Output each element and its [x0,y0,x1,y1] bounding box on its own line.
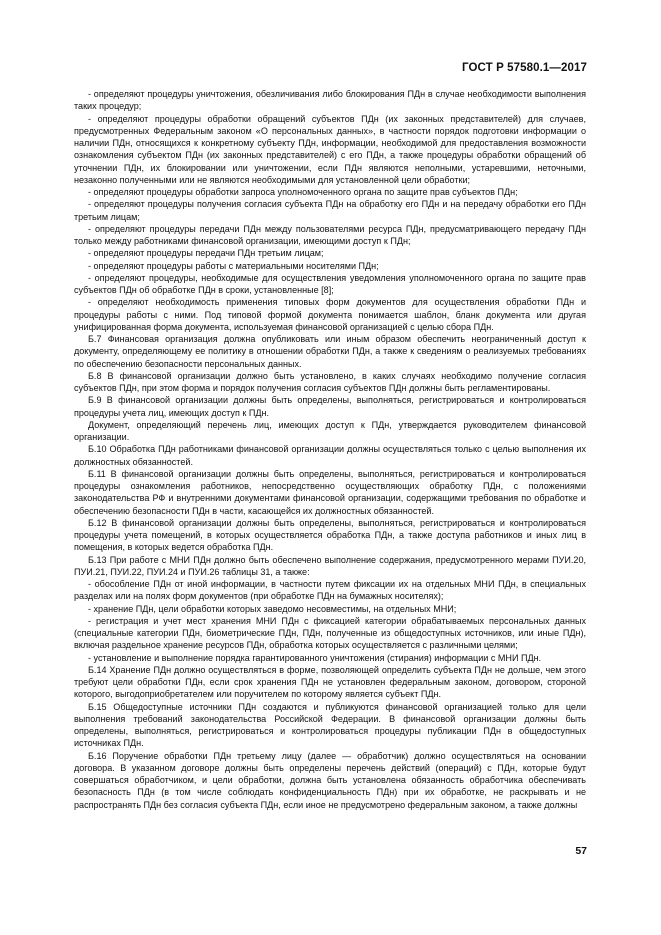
paragraph: - определяют процедуры обработки запроса уполномоченного органа по защите прав субъектов ПДн; [88,187,518,197]
paragraph: - определяют процедуры получения согласия субъекта ПДн на обработку его ПДн и на передачу обработки его ПДн третьим лицам; [74,199,586,222]
document-code: ГОСТ Р 57580.1—2017 [462,62,587,74]
paragraph: Б.12 В финансовой организации должны быть определены, выполняться, регистрироваться и контролироваться процедуры учета помещений, в которых осуществляется обработка ПДн, а также доступа работников и иных лиц в помещения, в которых ведется обработка ПДн. [74,517,586,553]
page-number: 57 [575,845,587,857]
paragraph: Б.15 Общедоступные источники ПДн создаются и публикуются финансовой организацией только для цели выполнения требований законодательства Российской Федерации. В финансовой организации должны быть определены, выполняться, регистрироваться и контролироваться процедуры публикации ПДн в общедоступных источниках ПДн. [74,701,586,749]
paragraph: - регистрация и учет мест хранения МНИ ПДн с фиксацией категории обрабатываемых персональных данных (специальные категории ПДн, биометрические ПДн, ПДн, полученные из общедоступных источников, или иные ПДн), включая раздельное хранение ресурсов ПДн, обработка которых осуществляется с различными целями; [74,615,586,651]
paragraph: - определяют процедуры, необходимые для осуществления уведомления уполномоченного органа по защите прав субъектов ПДн об обработке ПДн в сроки, установленные [8]; [74,272,586,295]
paragraph: - определяют процедуры работы с материальными носителями ПДн; [88,260,379,271]
paragraph: Б.7 Финансовая организация должна опубликовать или иным образом обеспечить неограниченный доступ к документу, определяющему ее политику в отношении обработки ПДн, а также к сведениям о реализуемых требованиях по обеспечению безопасности персональных данных. [74,334,586,369]
paragraph: - хранение ПДн, цели обработки которых заведомо несовместимы, на отдельных МНИ; [88,603,457,614]
paragraph: - определяют процедуры передачи ПДн между пользователями ресурса ПДн, предусматривающего передачу ПДн только между работниками финансовой организации, имеющими доступ к ПДн; [74,223,586,246]
paragraph: - определяют процедуры передачи ПДн третьим лицам; [88,248,324,259]
paragraph: - определяют процедуры уничтожения, обезличивания либо блокирования ПДн в случае необходимости выполнения таких процедур; [74,89,586,112]
paragraph: - обособление ПДн от иной информации, в частности путем фиксации их на отдельных МНИ ПДн, в специальных разделах или на полях форм документов (при обработке ПДн на бумажных носителях); [74,579,586,602]
paragraph: Б.13 При работе с МНИ ПДн должно быть обеспечено выполнение содержания, предусмотренного мерами ПУИ.20, ПУИ.21, ПУИ.22, ПУИ.24 и ПУИ.26 таблицы 31, а также: [74,554,586,577]
paragraph: Б.9 В финансовой организации должны быть определены, выполняться, регистрироваться и контролироваться процедуры учета лиц, имеющих доступ к ПДн. [74,395,586,418]
paragraph: Б.14 Хранение ПДн должно осуществляться в форме, позволяющей определить субъекта ПДн не дольше, чем этого требуют цели обработки ПДн, если срок хранения ПДн не установлен федеральным законом, договором, стороной которого, выгодоприобретателем или поручителем по которому является субъект ПДн. [74,664,586,700]
paragraph: - определяют процедуры обработки обращений субъектов ПДн (их законных представителей) для случаев, предусмотренных Федеральным законом «О персональных данных», в частности порядок подготовки информации о наличии ПДн, относящихся к конкретному субъекту ПДн, информации, необходимой для предоставления возможности ознакомления субъектом ПДн (их законных представителей) с его ПДн, а также процедуры обработки обращений об уточнении ПДн, их блокировании или уничтожении, если ПДн являются неполными, устаревшими, неточными, незаконно полученными или не являются необходимыми для установленной цели обработки; [74,113,586,185]
paragraph: Б.16 Поручение обработки ПДн третьему лицу (далее — обработчик) должно осуществляться на основании договора. В указанном договоре должны быть определены перечень действий (операций) с ПДн, которые будут совершаться обработчиком, и цели обработки, должна быть установлена обязанность обработчика обеспечивать безопасность ПДн (в том числе соблюдать конфиденциальность ПДн) при их обработке, не раскрывать и не распространять ПДн без согласия субъекта ПДн, если иное не предусмотрено федеральным законом, а также должны [74,750,586,810]
paragraph: - установление и выполнение порядка гарантированного уничтожения (стирания) информации с МНИ ПДн. [88,652,542,663]
paragraph: Б.10 Обработка ПДн работниками финансовой организации должны осуществляться только с целью выполнения их должностных обязанностей. [74,444,586,467]
paragraph: Б.11 В финансовой организации должны быть определены, выполняться, регистрироваться и контролироваться процедуры ознакомления работников, непосредственно осуществляющих обработку ПДн, с положениями законодательства РФ и внутренними документами финансовой организации, содержащими требования по обработке и обеспечению безопасности ПДн в части, касающейся их должностных обязанностей. [74,468,586,516]
paragraph: - определяют необходимость применения типовых форм документов для осуществления обработки ПДн и процедуры работы с ними. Под типовой формой документа понимается шаблон, бланк документа или другая унифицированная форма документа, используемая финансовой организацией с целью сбора ПДн. [74,297,586,332]
paragraph: Документ, определяющий перечень лиц, имеющих доступ к ПДн, утверждается руководителем финансовой организации. [74,419,586,442]
paragraph: Б.8 В финансовой организации должно быть установлено, в каких случаях необходимо получение согласия субъектов ПДн, при этом форма и порядок получения согласия субъектов ПДн должны быть регламентированы. [74,370,586,393]
document-body [74,88,586,811]
